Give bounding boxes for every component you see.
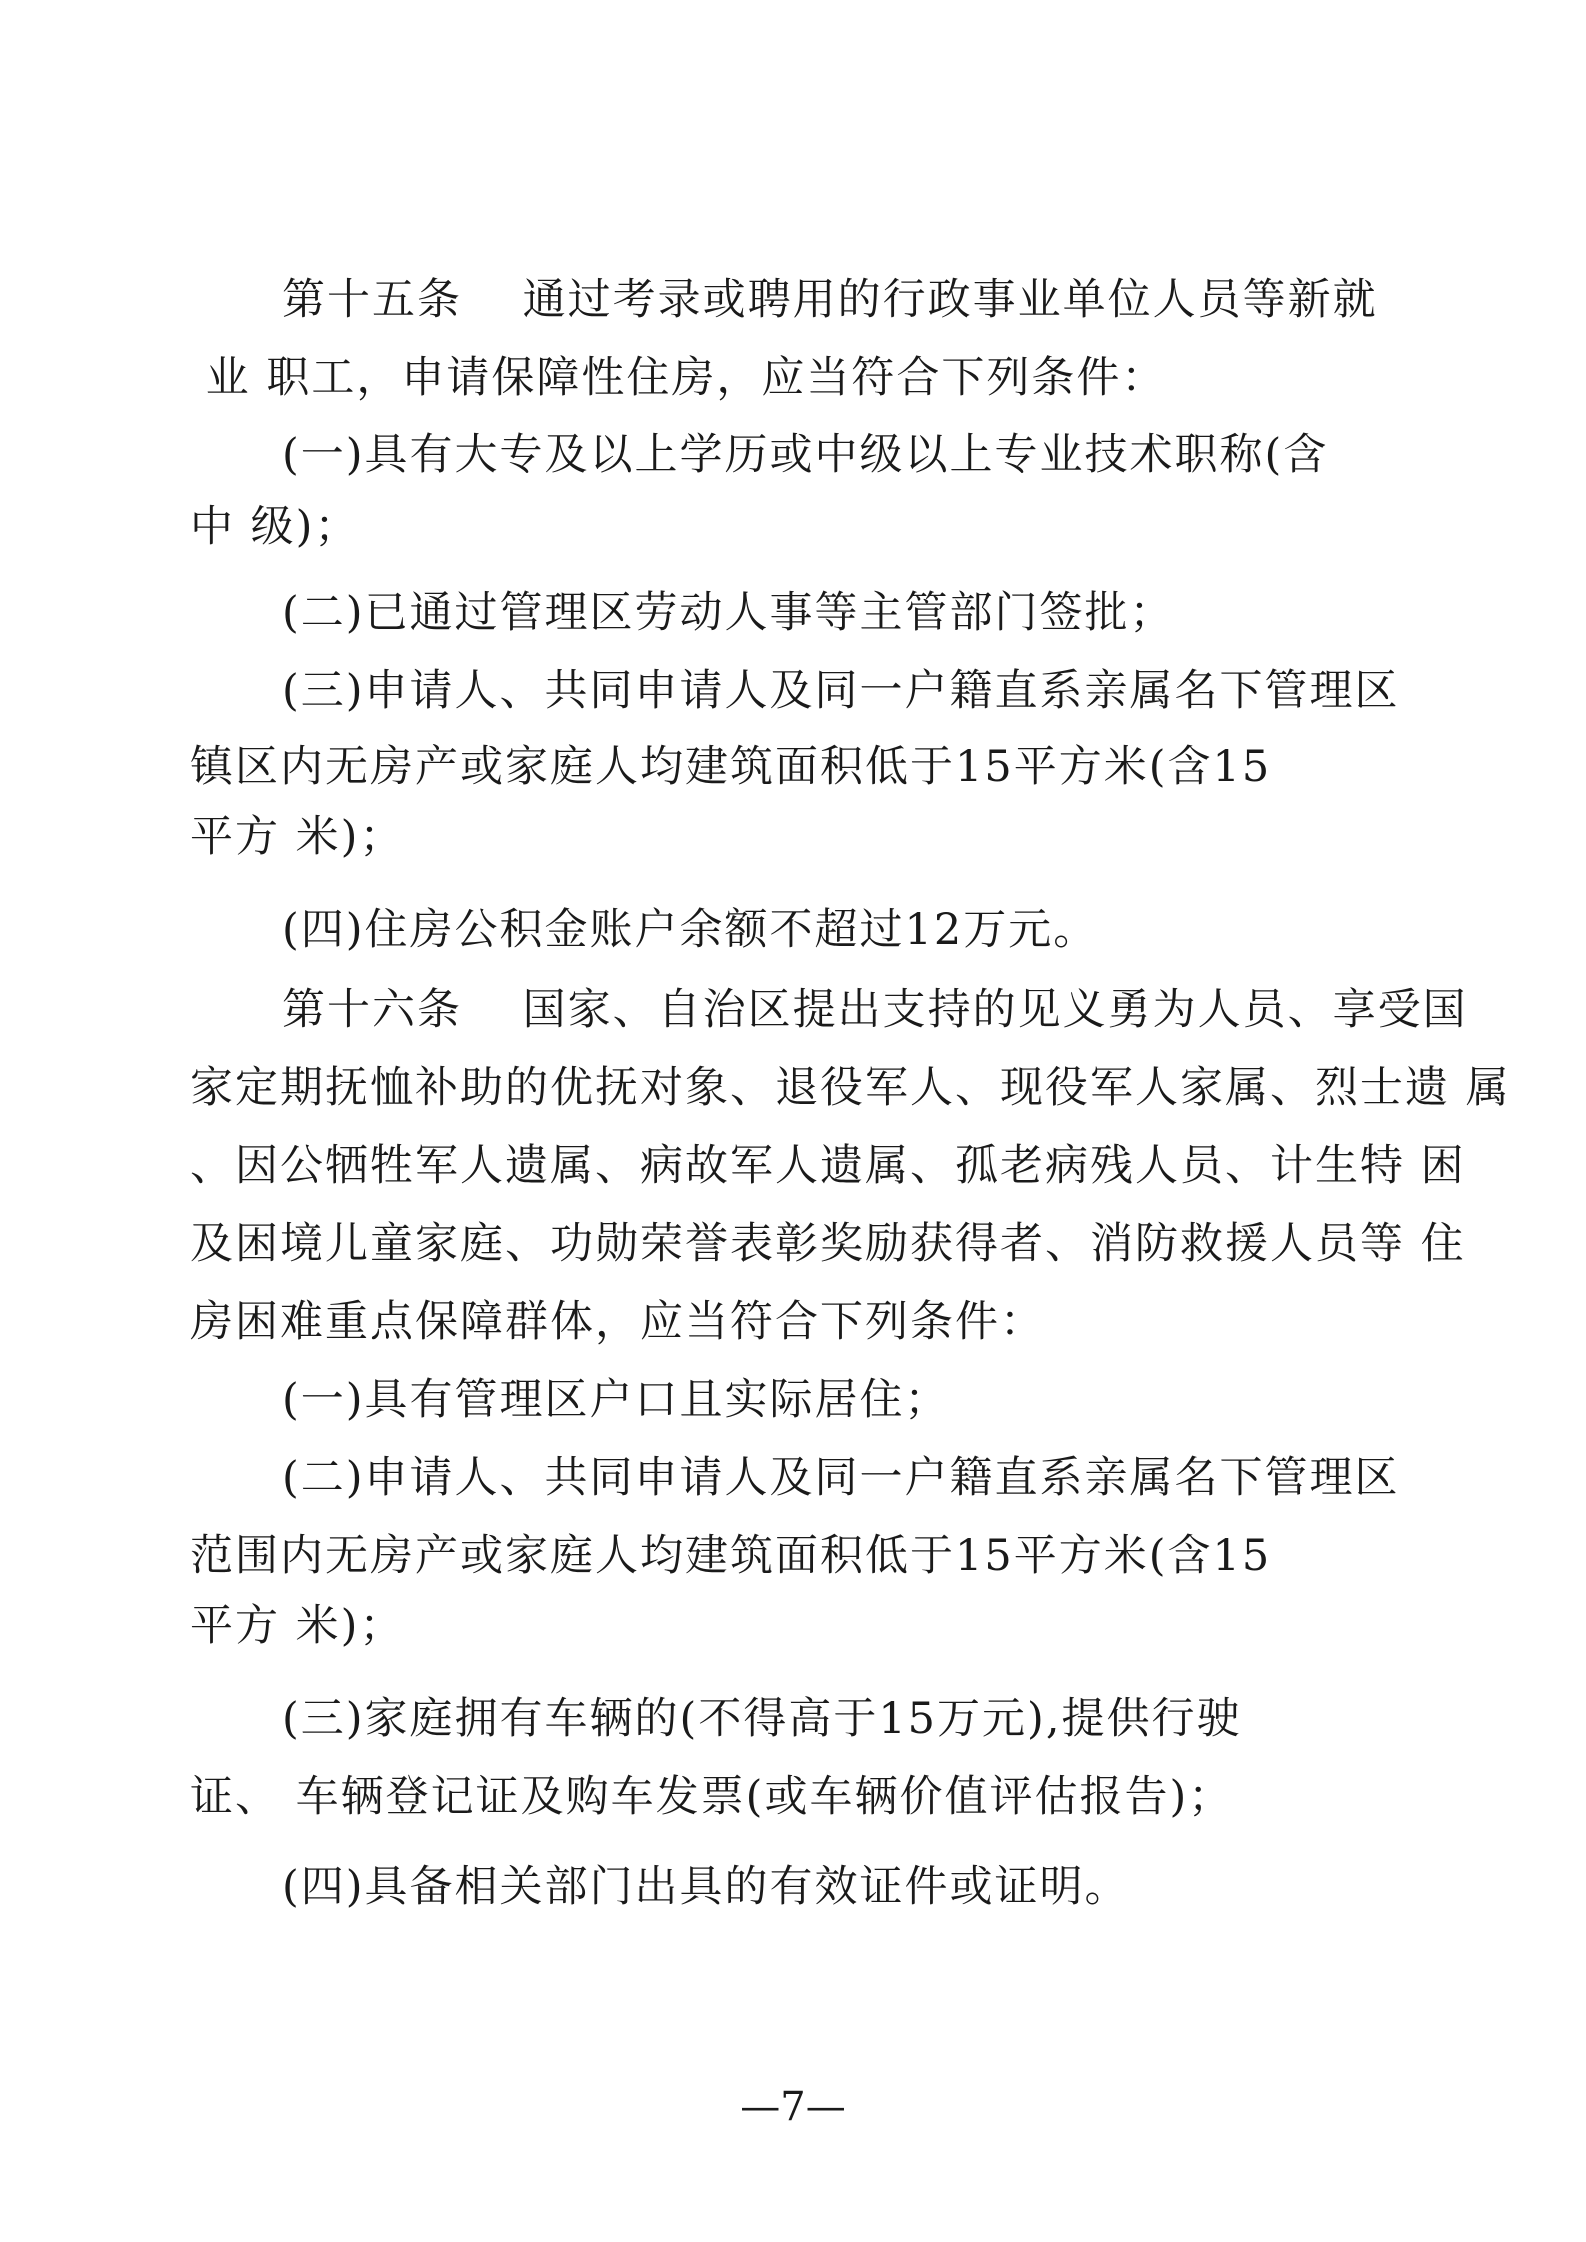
article-16-item-3-line-1: (三)家庭拥有车辆的(不得高于15万元),提供行驶 [282, 1694, 1242, 1744]
article-16-line-5: 房困难重点保障群体，应当符合下列条件： [190, 1297, 1045, 1347]
article-15-item-3-line-3: 平方 米)； [190, 812, 405, 862]
article-16-line-4: 及困境儿童家庭、功勋荣誉表彰奖励获得者、消防救援人员等 住 [190, 1219, 1466, 1269]
article-16-item-2-line-1: (二)申请人、共同申请人及同一户籍直系亲属名下管理区 [282, 1453, 1400, 1503]
article-16-item-1: (一)具有管理区户口且实际居住； [282, 1375, 950, 1425]
article-15-item-3-line-2: 镇区内无房产或家庭人均建筑面积低于15平方米(含15 [190, 742, 1272, 792]
article-15-item-1-line-1: (一)具有大专及以上学历或中级以上专业技术职称(含 [282, 430, 1329, 480]
article-16-line-2: 家定期抚恤补助的优抚对象、退役军人、现役军人家属、烈士遗 属 [190, 1063, 1511, 1113]
article-16-heading-line: 第十六条 国家、自治区提出支持的见义勇为人员、享受国 [282, 985, 1468, 1035]
article-16-item-4: (四)具备相关部门出具的有效证件或证明。 [282, 1862, 1130, 1912]
article-16-item-2-line-3: 平方 米)； [190, 1601, 405, 1651]
article-15-item-2: (二)已通过管理区劳动人事等主管部门签批； [282, 588, 1175, 638]
article-16-item-3-line-2: 证、 车辆登记证及购车发票(或车辆价值评估报告)； [190, 1772, 1234, 1822]
article-15-heading-line: 第十五条 通过考录或聘用的行政事业单位人员等新就 [282, 275, 1378, 325]
article-16-line-3: 、因公牺牲军人遗属、病故军人遗属、孤老病残人员、计生特 困 [190, 1141, 1466, 1191]
article-15-item-4: (四)住房公积金账户余额不超过12万元。 [282, 905, 1099, 955]
page-number: —7— [740, 2084, 846, 2130]
article-16-item-2-line-2: 范围内无房产或家庭人均建筑面积低于15平方米(含15 [190, 1531, 1272, 1581]
article-15-line-2: 业 职工，申请保障性住房，应当符合下列条件： [190, 353, 1167, 403]
article-15-item-1-line-2: 中 级)； [190, 502, 360, 552]
article-15-item-3-line-1: (三)申请人、共同申请人及同一户籍直系亲属名下管理区 [282, 666, 1400, 716]
